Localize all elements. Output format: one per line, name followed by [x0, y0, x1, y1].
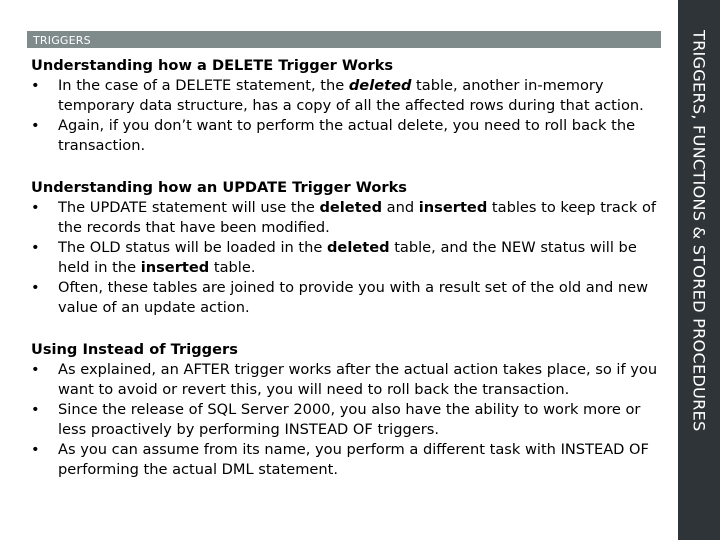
bullet-marker: •	[31, 77, 40, 94]
section-heading: Using Instead of Triggers	[31, 341, 238, 358]
bullet-item	[31, 198, 659, 238]
bullet-text: Again, if you don’t want to perform the actual delete, you need to roll back the transaction.	[58, 117, 636, 154]
bullet-emphasis: inserted	[418, 199, 488, 216]
bullet-text: table.	[209, 259, 256, 276]
bullet-text: Since the release of SQL Server 2000, you also have the ability to work more or less proactively by performing INSTEAD OF triggers.	[58, 401, 641, 438]
bullet-text: tables to keep track of the records that have been modified.	[58, 199, 657, 236]
bullet-marker: •	[31, 199, 40, 216]
bullet-marker: •	[31, 361, 40, 378]
section-delete-trigger	[31, 56, 659, 156]
sidebar-title: TRIGGERS, FUNCTIONS & STORED PROCEDURES	[689, 30, 709, 432]
bullet-item	[31, 76, 659, 116]
bullet-emphasis: deleted	[348, 77, 412, 94]
bullet-marker: •	[31, 239, 40, 256]
section-heading: Understanding how an UPDATE Trigger Works	[31, 179, 407, 196]
bullet-item	[31, 116, 659, 156]
bullet-item	[31, 360, 659, 400]
section-instead-of-triggers	[31, 340, 659, 480]
bullet-text: As you can assume from its name, you perform a different task with INSTEAD OF performing the actual DML statement.	[58, 441, 649, 478]
bullet-text: The OLD status will be loaded in the	[58, 239, 327, 256]
sidebar	[678, 0, 720, 540]
bullet-item	[31, 440, 659, 480]
bullet-text: In the case of a DELETE statement, the	[58, 77, 349, 94]
bullet-emphasis: deleted	[319, 199, 383, 216]
bullet-text: and	[382, 199, 419, 216]
bullet-item	[31, 278, 659, 318]
bullet-item	[31, 238, 659, 278]
section-update-trigger	[31, 178, 659, 318]
bullet-item	[31, 400, 659, 440]
header-bar	[27, 31, 661, 48]
bullet-text: The UPDATE statement will use the	[58, 199, 320, 216]
header-title: TRIGGERS	[33, 34, 91, 47]
bullet-emphasis: deleted	[326, 239, 390, 256]
slide-content	[31, 56, 659, 480]
bullet-marker: •	[31, 279, 40, 296]
section-heading: Understanding how a DELETE Trigger Works	[31, 57, 394, 74]
bullet-marker: •	[31, 441, 40, 458]
bullet-text: As explained, an AFTER trigger works after the actual action takes place, so if you want to avoid or revert this, you will need to roll back the transaction.	[58, 361, 658, 398]
bullet-text: Often, these tables are joined to provide you with a result set of the old and new value of an update action.	[58, 279, 649, 316]
bullet-text: table, and the NEW status will be held in the	[58, 239, 637, 276]
bullet-text: table, another in-memory temporary data structure, has a copy of all the affected rows during that action.	[58, 77, 644, 114]
bullet-marker: •	[31, 117, 40, 134]
bullet-emphasis: inserted	[140, 259, 210, 276]
bullet-marker: •	[31, 401, 40, 418]
